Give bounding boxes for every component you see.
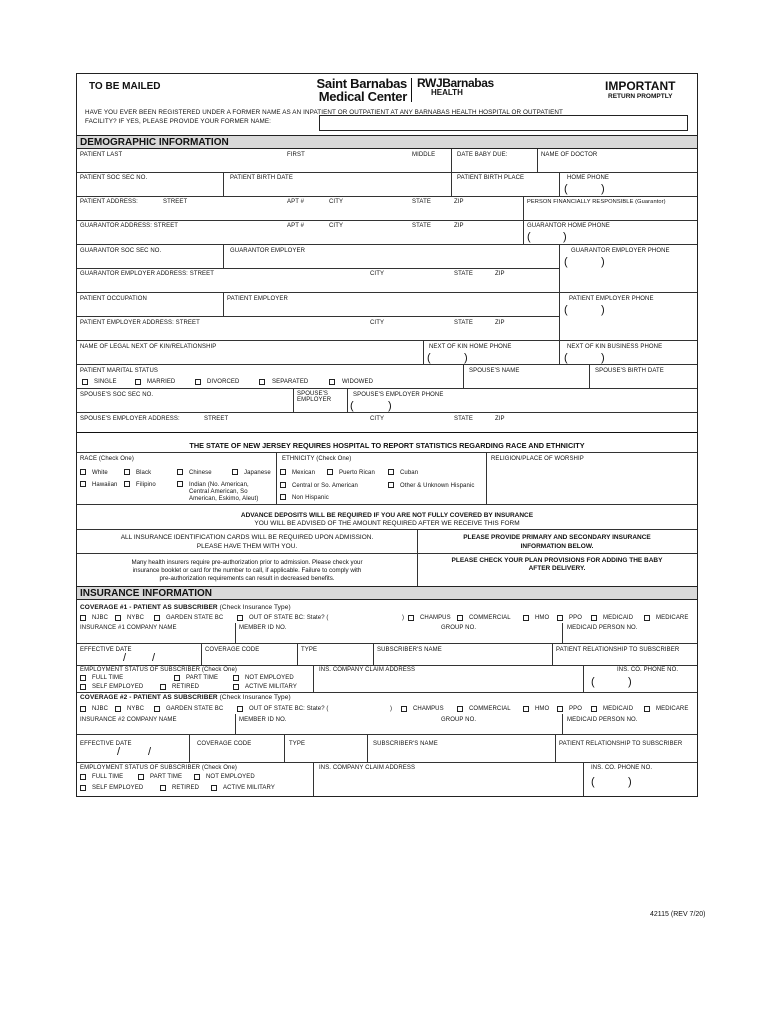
patient-occupation-label: PATIENT OCCUPATION — [80, 296, 147, 302]
subscribers-name-label: SUBSCRIBER'S NAME — [377, 647, 442, 653]
row-line — [77, 388, 697, 389]
active-military-label: ACTIVE MILITARY — [245, 684, 297, 690]
divider — [552, 643, 553, 665]
commercial-label: COMMERCIAL — [469, 706, 511, 712]
rwj-text: RWJBarnabas — [417, 76, 494, 90]
date-slash: / — [152, 652, 156, 664]
divider — [562, 623, 563, 643]
self-employed-checkbox[interactable] — [80, 684, 86, 690]
indian-checkbox[interactable] — [177, 481, 183, 487]
state-label: STATE — [454, 271, 473, 277]
njbc-checkbox-2[interactable] — [80, 706, 86, 712]
type-label: TYPE — [289, 741, 306, 747]
ins-phone-label: INS. CO. PHONE NO. — [617, 667, 679, 673]
not-employed-label: NOT EMPLOYED — [206, 774, 255, 780]
demographic-header — [77, 135, 697, 149]
preauth-line2: insurance booklet or card for the number to call, if applicable. Failure to comply with — [132, 567, 362, 574]
self-employed-checkbox-2[interactable] — [80, 785, 86, 791]
hawaiian-checkbox[interactable] — [80, 481, 86, 487]
champus-checkbox[interactable] — [408, 615, 414, 621]
nybc-label: NYBC — [127, 706, 145, 712]
spouses-employer-label-1: SPOUSE'S — [297, 391, 328, 397]
cuban-label: Cuban — [400, 470, 419, 476]
employment-status-label: EMPLOYMENT STATUS OF SUBSCRIBER (Check One) — [80, 667, 237, 673]
logo-divider — [411, 78, 412, 102]
divider — [451, 172, 452, 196]
puerto-rican-label: Puerto Rican — [339, 470, 375, 476]
zip-label: ZIP — [495, 271, 505, 277]
patient-last-label: PATIENT LAST — [80, 152, 123, 158]
divider — [235, 714, 236, 734]
guarantor-employer-label: GUARANTOR EMPLOYER — [230, 248, 306, 254]
part-time-checkbox[interactable] — [174, 675, 180, 681]
divider — [189, 734, 190, 762]
black-label: Black — [136, 470, 152, 476]
central-american-label: Central or So. American — [292, 483, 358, 489]
cards-line2: PLEASE HAVE THEM WITH YOU. — [196, 543, 298, 550]
champus-label: CHAMPUS — [420, 615, 451, 621]
garden-state-checkbox[interactable] — [154, 615, 160, 621]
spouses-employer-phone-label: SPOUSE'S EMPLOYER PHONE — [353, 392, 444, 398]
primary-line1: PLEASE PROVIDE PRIMARY AND SECONDARY INSURANCE — [463, 534, 651, 541]
paren: ) — [464, 352, 468, 364]
row-line — [77, 553, 697, 554]
japanese-label: Japanese — [244, 470, 271, 476]
medicare-label: MEDICARE — [656, 615, 689, 621]
garden-state-checkbox-2[interactable] — [154, 706, 160, 712]
ins-phone-label: INS. CO. PHONE NO. — [591, 765, 653, 771]
ppo-label: PPO — [569, 615, 582, 621]
patient-relationship-label: PATIENT RELATIONSHIP TO SUBSCRIBER — [556, 647, 680, 653]
divider — [276, 452, 277, 504]
saint-barnabas-logo — [277, 77, 407, 103]
spouses-soc-label: SPOUSE'S SOC SEC NO. — [80, 392, 154, 398]
hawaiian-label: Hawaiian — [92, 482, 118, 488]
out-of-state-checkbox[interactable] — [237, 615, 243, 621]
hmo-label: HMO — [535, 706, 550, 712]
date-slash: / — [123, 652, 127, 664]
row-line — [77, 340, 697, 341]
divider — [523, 196, 524, 220]
divider — [347, 388, 348, 412]
paren: ( — [564, 304, 568, 316]
full-time-label: FULL TIME — [92, 675, 124, 681]
part-time-checkbox-2[interactable] — [138, 774, 144, 780]
divider — [559, 292, 560, 340]
cuban-checkbox[interactable] — [388, 469, 394, 475]
divider — [235, 623, 236, 643]
name-of-doctor-label: NAME OF DOCTOR — [541, 152, 598, 158]
married-checkbox[interactable] — [135, 379, 141, 385]
divider — [313, 762, 314, 796]
paren: ( — [564, 352, 568, 364]
zip-label: ZIP — [495, 416, 505, 422]
health-text: HEALTH — [431, 88, 463, 97]
medicaid-label: MEDICAID — [603, 615, 634, 621]
date-slash: / — [117, 746, 121, 758]
patient-birth-date-label: PATIENT BIRTH DATE — [230, 175, 293, 181]
paren: ( — [527, 231, 531, 243]
coverage-code-label: COVERAGE CODE — [205, 647, 260, 653]
patient-soc-label: PATIENT SOC SEC NO. — [80, 175, 148, 181]
not-employed-label: NOT EMPLOYED — [245, 675, 294, 681]
medicaid-label: MEDICAID — [603, 706, 634, 712]
coverage1-title: COVERAGE #1 - PATIENT AS SUBSCRIBER (Check Insurance Type) — [80, 604, 291, 611]
state-label: STATE — [412, 199, 431, 205]
city-label: CITY — [370, 416, 385, 422]
mexican-label: Mexican — [292, 470, 316, 476]
guarantor-address-label: GUARANTOR ADDRESS: STREET — [80, 223, 179, 229]
row-line — [77, 529, 697, 530]
married-label: MARRIED — [147, 379, 176, 385]
spouses-birth-date-label: SPOUSE'S BIRTH DATE — [595, 368, 664, 374]
patient-address-label: PATIENT ADDRESS: — [80, 199, 138, 205]
divider — [313, 665, 314, 692]
paren: ( — [564, 183, 568, 195]
insurance-header — [77, 586, 697, 600]
claim-address-label: INS. COMPANY CLAIM ADDRESS — [319, 765, 416, 771]
single-checkbox[interactable] — [82, 379, 88, 385]
row-line — [77, 665, 697, 666]
row-line — [77, 643, 697, 644]
city-label: CITY — [329, 223, 344, 229]
divorced-label: DIVORCED — [207, 379, 240, 385]
row-line — [77, 172, 697, 173]
primary-line2: INFORMATION BELOW. — [520, 543, 594, 550]
row-line — [77, 316, 559, 317]
medicare-checkbox-2[interactable] — [644, 706, 650, 712]
zip-label: ZIP — [454, 223, 464, 229]
active-military-checkbox[interactable] — [233, 684, 239, 690]
medicaid-person-label: MEDICAID PERSON NO. — [567, 625, 638, 631]
japanese-checkbox[interactable] — [232, 469, 238, 475]
paren: ) — [601, 256, 605, 268]
paren: ) — [388, 400, 392, 412]
spouses-employer-label-2: EMPLOYER — [297, 397, 332, 403]
divider — [451, 149, 452, 173]
out-of-state-checkbox-2[interactable] — [237, 706, 243, 712]
ppo-checkbox[interactable] — [557, 615, 563, 621]
paren: ) — [601, 304, 605, 316]
ppo-checkbox-2[interactable] — [557, 706, 563, 712]
row-line — [77, 244, 697, 245]
claim-address-label: INS. COMPANY CLAIM ADDRESS — [319, 667, 416, 673]
zip-label: ZIP — [495, 320, 505, 326]
patient-employer-phone-label: PATIENT EMPLOYER PHONE — [569, 296, 654, 302]
member-id-label: MEMBER ID NO. — [239, 625, 287, 631]
date-baby-due-label: DATE BABY DUE: — [457, 152, 508, 158]
garden-state-label: GARDEN STATE BC — [166, 706, 224, 712]
commercial-label: COMMERCIAL — [469, 615, 511, 621]
divider — [293, 388, 294, 412]
paren: ( — [591, 776, 595, 788]
divider — [463, 364, 464, 388]
row-line — [77, 692, 697, 693]
champus-label: CHAMPUS — [413, 706, 444, 712]
self-employed-label: SELF EMPLOYED — [92, 785, 144, 791]
garden-state-label: GARDEN STATE BC — [166, 615, 224, 621]
hmo-checkbox[interactable] — [523, 615, 529, 621]
former-name-input[interactable] — [319, 115, 688, 131]
nybc-label: NYBC — [127, 615, 145, 621]
demographic-title: DEMOGRAPHIC INFORMATION — [80, 137, 229, 148]
single-label: SINGLE — [94, 379, 117, 385]
middle-name-label: MIDDLE — [412, 152, 436, 158]
self-employed-label: SELF EMPLOYED — [92, 684, 144, 690]
admission-form — [76, 73, 698, 797]
central-american-checkbox[interactable] — [280, 482, 286, 488]
former-name-question-line1: HAVE YOU EVER BEEN REGISTERED UNDER A FORMER NAME AS AN INPATIENT OR OUTPATIENT AT ANY BARNABAS HEALTH HOSPITAL OR OUTPATIENT — [85, 109, 563, 116]
other-hispanic-checkbox[interactable] — [388, 482, 394, 488]
out-of-state-label: OUT OF STATE BC: State? ( — [249, 615, 329, 621]
divider — [559, 244, 560, 292]
part-time-label: PART TIME — [150, 774, 183, 780]
retired-checkbox-2[interactable] — [160, 785, 166, 791]
divider — [223, 292, 224, 316]
ethnicity-label: ETHNICITY (Check One) — [282, 456, 352, 462]
separated-label: SEPARATED — [272, 379, 309, 385]
njbc-label: NJBC — [92, 615, 109, 621]
divider — [201, 643, 202, 665]
row-line — [77, 220, 697, 221]
indian-label-2: Central American, So — [189, 489, 248, 495]
full-time-checkbox[interactable] — [80, 675, 86, 681]
patient-relationship-label: PATIENT RELATIONSHIP TO SUBSCRIBER — [559, 741, 683, 747]
to-be-mailed-label: TO BE MAILED — [89, 81, 161, 92]
chinese-label: Chinese — [189, 470, 212, 476]
guarantor-employer-address-label: GUARANTOR EMPLOYER ADDRESS: STREET — [80, 271, 214, 277]
njbc-label: NJBC — [92, 706, 109, 712]
rwj-barnabas-logo — [417, 77, 494, 97]
coverage-code-label: COVERAGE CODE — [197, 741, 252, 747]
indian-label-3: American, Eskimo, Aleut) — [189, 496, 259, 502]
paren: ) — [628, 776, 632, 788]
divider — [583, 762, 584, 796]
row-line — [77, 292, 697, 293]
other-hispanic-label: Other & Unknown Hispanic — [400, 483, 475, 489]
paren: ) — [601, 183, 605, 195]
divider — [559, 172, 560, 196]
commercial-checkbox[interactable] — [457, 615, 463, 621]
puerto-rican-checkbox[interactable] — [327, 469, 333, 475]
hmo-checkbox-2[interactable] — [523, 706, 529, 712]
marital-status-label: PATIENT MARITAL STATUS — [80, 368, 158, 374]
type-label: TYPE — [301, 647, 318, 653]
date-slash: / — [148, 746, 152, 758]
paren: ) — [563, 231, 567, 243]
commercial-checkbox-2[interactable] — [457, 706, 463, 712]
zip-label: ZIP — [454, 199, 464, 205]
group-no-label: GROUP NO. — [441, 625, 477, 631]
divider — [373, 643, 374, 665]
medicare-checkbox[interactable] — [644, 615, 650, 621]
out-of-state-close: ) — [402, 615, 405, 621]
mexican-checkbox[interactable] — [280, 469, 286, 475]
chinese-checkbox[interactable] — [177, 469, 183, 475]
row-line — [77, 196, 697, 197]
full-time-label: FULL TIME — [92, 774, 124, 780]
non-hispanic-label: Non Hispanic — [292, 495, 329, 501]
divider — [223, 172, 224, 196]
filipino-checkbox[interactable] — [124, 481, 130, 487]
paren: ( — [427, 352, 431, 364]
part-time-label: PART TIME — [186, 675, 219, 681]
patient-employer-label: PATIENT EMPLOYER — [227, 296, 288, 302]
row-line — [77, 504, 697, 505]
patient-employer-address-label: PATIENT EMPLOYER ADDRESS: STREET — [80, 320, 200, 326]
retired-checkbox[interactable] — [160, 684, 166, 690]
home-phone-label: HOME PHONE — [567, 175, 610, 181]
state-label: STATE — [412, 223, 431, 229]
nybc-checkbox[interactable] — [115, 615, 121, 621]
preauth-line3: pre-authorization requirements can result in decreased benefits. — [159, 575, 335, 582]
spouses-name-label: SPOUSE'S NAME — [469, 368, 520, 374]
row-line — [77, 734, 697, 735]
first-name-label: FIRST — [287, 152, 305, 158]
active-military-checkbox-2[interactable] — [211, 785, 217, 791]
spouses-employer-address-label: SPOUSE'S EMPLOYER ADDRESS: — [80, 416, 180, 422]
street-label: STREET — [204, 416, 229, 422]
out-of-state-close: ) — [390, 706, 393, 712]
form-number: 42115 (REV 7/20) — [650, 911, 706, 918]
full-time-checkbox-2[interactable] — [80, 774, 86, 780]
race-section-title: THE STATE OF NEW JERSEY REQUIRES HOSPITAL TO REPORT STATISTICS REGARDING RACE AND ETHNICITY — [189, 441, 585, 450]
medicaid-checkbox[interactable] — [591, 615, 597, 621]
guarantor-employer-phone-label: GUARANTOR EMPLOYER PHONE — [571, 248, 670, 254]
effective-date-label: EFFECTIVE DATE — [80, 647, 132, 653]
ins2-company-label: INSURANCE #2 COMPANY NAME — [80, 717, 177, 723]
important-label: IMPORTANT — [605, 79, 676, 93]
cards-line1: ALL INSURANCE IDENTIFICATION CARDS WILL BE REQUIRED UPON ADMISSION. — [120, 534, 374, 541]
former-name-question-line2: FACILITY? IF YES, PLEASE PROVIDE YOUR FORMER NAME: — [85, 118, 272, 125]
divider — [523, 220, 524, 244]
city-label: CITY — [370, 320, 385, 326]
baby-line1: PLEASE CHECK YOUR PLAN PROVISIONS FOR ADDING THE BABY — [451, 557, 663, 564]
divider — [559, 340, 560, 364]
divider — [423, 340, 424, 364]
divider — [555, 734, 556, 762]
divider — [367, 734, 368, 762]
row-line — [77, 452, 697, 453]
logo-line2: Medical Center — [318, 89, 407, 104]
out-of-state-label: OUT OF STATE BC: State? ( — [249, 706, 329, 712]
row-line — [77, 432, 697, 433]
nok-business-phone-label: NEXT OF KIN BUSINESS PHONE — [567, 344, 663, 350]
row-line — [77, 762, 697, 763]
nybc-checkbox-2[interactable] — [115, 706, 121, 712]
row-line — [77, 268, 559, 269]
indian-label-1: Indian (No. American, — [189, 482, 249, 488]
person-financially-responsible-label: PERSON FINANCIALLY RESPONSIBLE (Guarantor) — [527, 199, 666, 205]
njbc-checkbox[interactable] — [80, 615, 86, 621]
paren: ( — [350, 400, 354, 412]
paren: ) — [601, 352, 605, 364]
widowed-checkbox[interactable] — [329, 379, 335, 385]
logo-line1: Saint Barnabas — [316, 76, 407, 91]
retired-label: RETIRED — [172, 785, 200, 791]
paren: ( — [591, 676, 595, 688]
retired-label: RETIRED — [172, 684, 200, 690]
divider — [284, 734, 285, 762]
coverage2-title: COVERAGE #2 - PATIENT AS SUBSCRIBER (Check Insurance Type) — [80, 694, 291, 701]
paren: ( — [564, 256, 568, 268]
ppo-label: PPO — [569, 706, 582, 712]
active-military-label: ACTIVE MILITARY — [223, 785, 275, 791]
divider — [297, 643, 298, 665]
medicaid-checkbox-2[interactable] — [591, 706, 597, 712]
not-employed-checkbox[interactable] — [233, 675, 239, 681]
group-no-label: GROUP NO. — [441, 717, 477, 723]
member-id-label: MEMBER ID NO. — [239, 717, 287, 723]
ins1-company-label: INSURANCE #1 COMPANY NAME — [80, 625, 177, 631]
guarantor-soc-label: GUARANTOR SOC SEC NO. — [80, 248, 162, 254]
preauth-line1: Many health insurers require pre-authorization prior to admission. Please check your — [131, 559, 363, 566]
apt-label: APT # — [287, 199, 305, 205]
white-label: White — [92, 470, 108, 476]
employment-status-label: EMPLOYMENT STATUS OF SUBSCRIBER (Check One) — [80, 765, 237, 771]
white-checkbox[interactable] — [80, 469, 86, 475]
insurance-title: INSURANCE INFORMATION — [80, 588, 213, 599]
divider — [486, 452, 487, 504]
effective-date-label: EFFECTIVE DATE — [80, 741, 132, 747]
non-hispanic-checkbox[interactable] — [280, 494, 286, 500]
city-label: CITY — [370, 271, 385, 277]
religion-label: RELIGION/PLACE OF WORSHIP — [491, 456, 584, 462]
deposit-line2: YOU WILL BE ADVISED OF THE AMOUNT REQUIRED AFTER WE RECEIVE THIS FORM — [254, 520, 520, 527]
hmo-label: HMO — [535, 615, 550, 621]
paren: ) — [628, 676, 632, 688]
champus-checkbox-2[interactable] — [401, 706, 407, 712]
guarantor-home-phone-label: GUARANTOR HOME PHONE — [527, 223, 610, 229]
separated-checkbox[interactable] — [259, 379, 265, 385]
street-label: STREET — [163, 199, 188, 205]
city-label: CITY — [329, 199, 344, 205]
apt-label: APT # — [287, 223, 305, 229]
next-of-kin-label: NAME OF LEGAL NEXT OF KIN/RELATIONSHIP — [80, 344, 217, 350]
state-label: STATE — [454, 416, 473, 422]
row-line — [77, 364, 697, 365]
filipino-label: Filipino — [136, 482, 156, 488]
divider — [583, 665, 584, 692]
divider — [562, 714, 563, 734]
divider — [537, 149, 538, 173]
divorced-checkbox[interactable] — [195, 379, 201, 385]
nok-home-phone-label: NEXT OF KIN HOME PHONE — [429, 344, 512, 350]
race-label: RACE (Check One) — [80, 456, 134, 462]
widowed-label: WIDOWED — [342, 379, 374, 385]
divider — [589, 364, 590, 388]
divider — [223, 244, 224, 268]
medicare-label: MEDICARE — [656, 706, 689, 712]
state-label: STATE — [454, 320, 473, 326]
black-checkbox[interactable] — [124, 469, 130, 475]
medicaid-person-label: MEDICAID PERSON NO. — [567, 717, 638, 723]
row-line — [77, 412, 697, 413]
patient-birth-place-label: PATIENT BIRTH PLACE — [457, 175, 525, 181]
deposit-line1: ADVANCE DEPOSITS WILL BE REQUIRED IF YOU ARE NOT FULLY COVERED BY INSURANCE — [240, 512, 534, 519]
not-employed-checkbox-2[interactable] — [194, 774, 200, 780]
subscribers-name-label: SUBSCRIBER'S NAME — [373, 741, 438, 747]
baby-line2: AFTER DELIVERY. — [528, 565, 586, 572]
return-promptly-label: RETURN PROMPTLY — [608, 93, 673, 100]
